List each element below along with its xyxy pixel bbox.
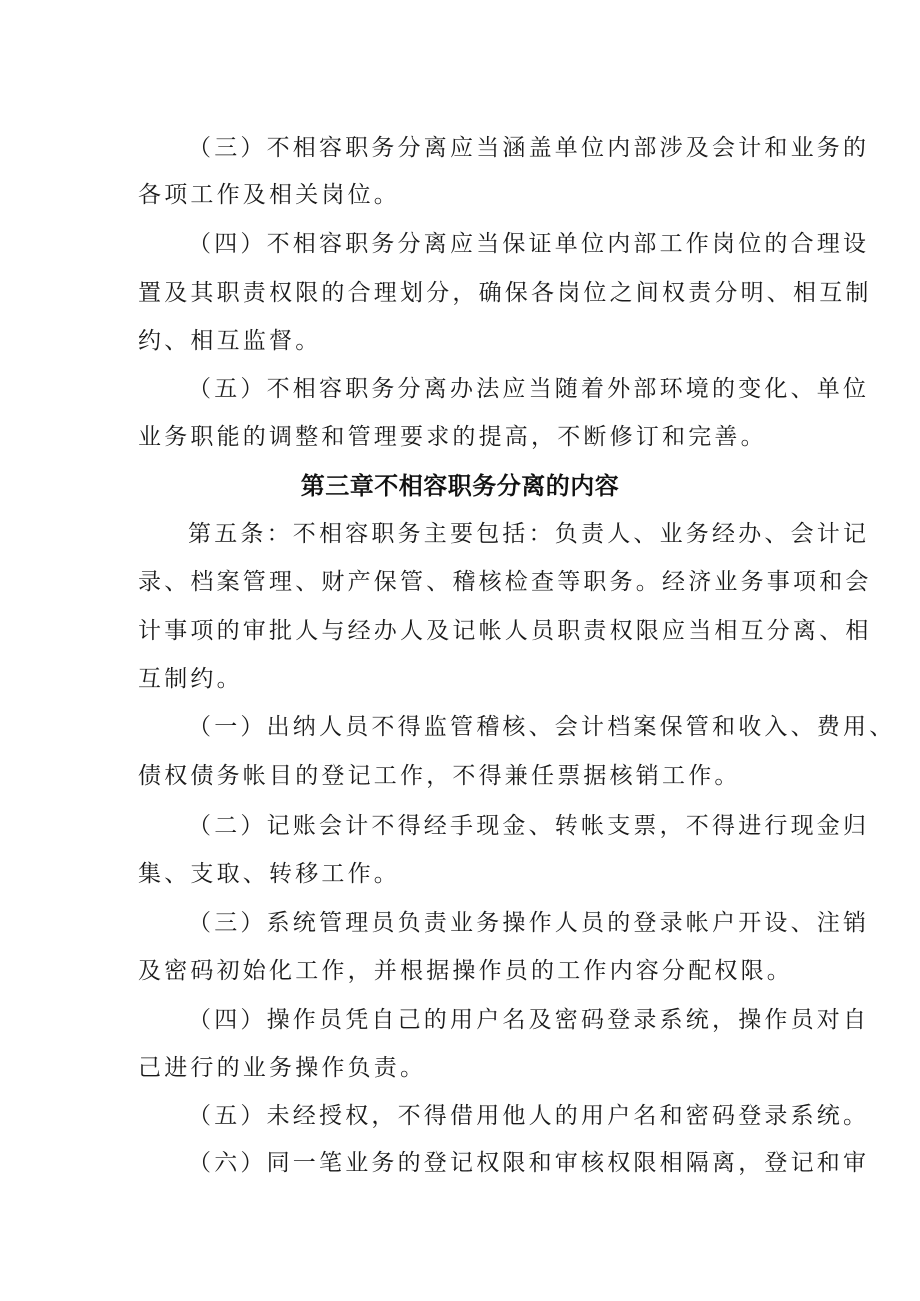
paragraph-line: （三）不相容职务分离应当涵盖单位内部涉及会计和业务的 [188, 135, 870, 161]
paragraph-line: 置及其职责权限的合理划分，确保各岗位之间权责分明、相互制 [138, 280, 872, 306]
paragraph-line: 业务职能的调整和管理要求的提高，不断修订和完善。 [138, 424, 767, 450]
paragraph-line: 集、支取、转移工作。 [138, 861, 400, 887]
paragraph-line: 债权债务帐目的登记工作，不得兼任票据核销工作。 [138, 763, 741, 789]
paragraph-line: 互制约。 [138, 666, 243, 692]
paragraph-line: （三）系统管理员负责业务操作人员的登录帐户开设、注销 [188, 910, 870, 936]
paragraph-line: 及密码初始化工作，并根据操作员的工作内容分配权限。 [138, 958, 793, 984]
paragraph-line: （五）不相容职务分离办法应当随着外部环境的变化、单位 [188, 376, 870, 402]
paragraph-line: （四）操作员凭自己的用户名及密码登录系统，操作员对自 [188, 1007, 870, 1033]
paragraph-line: （五）未经授权，不得借用他人的用户名和密码登录系统。 [188, 1103, 870, 1129]
paragraph-line: （二）记账会计不得经手现金、转帐支票，不得进行现金归 [188, 813, 870, 839]
paragraph-line: （六）同一笔业务的登记权限和审核权限相隔离，登记和审 [188, 1150, 870, 1176]
paragraph-line: 第五条：不相容职务主要包括：负责人、业务经办、会计记 [188, 521, 870, 547]
paragraph-line: 录、档案管理、财产保管、稽核检查等职务。经济业务事项和会 [138, 569, 872, 595]
chapter-heading: 第三章不相容职务分离的内容 [300, 472, 620, 500]
paragraph-line: 计事项的审批人与经办人及记帐人员职责权限应当相互分离、相 [138, 618, 872, 644]
paragraph-line: （四）不相容职务分离应当保证单位内部工作岗位的合理设 [188, 231, 870, 257]
paragraph-line: 己进行的业务操作负责。 [138, 1055, 427, 1081]
paragraph-line: （一）出纳人员不得监管稽核、会计档案保管和收入、费用、 [188, 714, 896, 740]
paragraph-line: 各项工作及相关岗位。 [138, 182, 400, 208]
paragraph-line: 约、相互监督。 [138, 328, 322, 354]
